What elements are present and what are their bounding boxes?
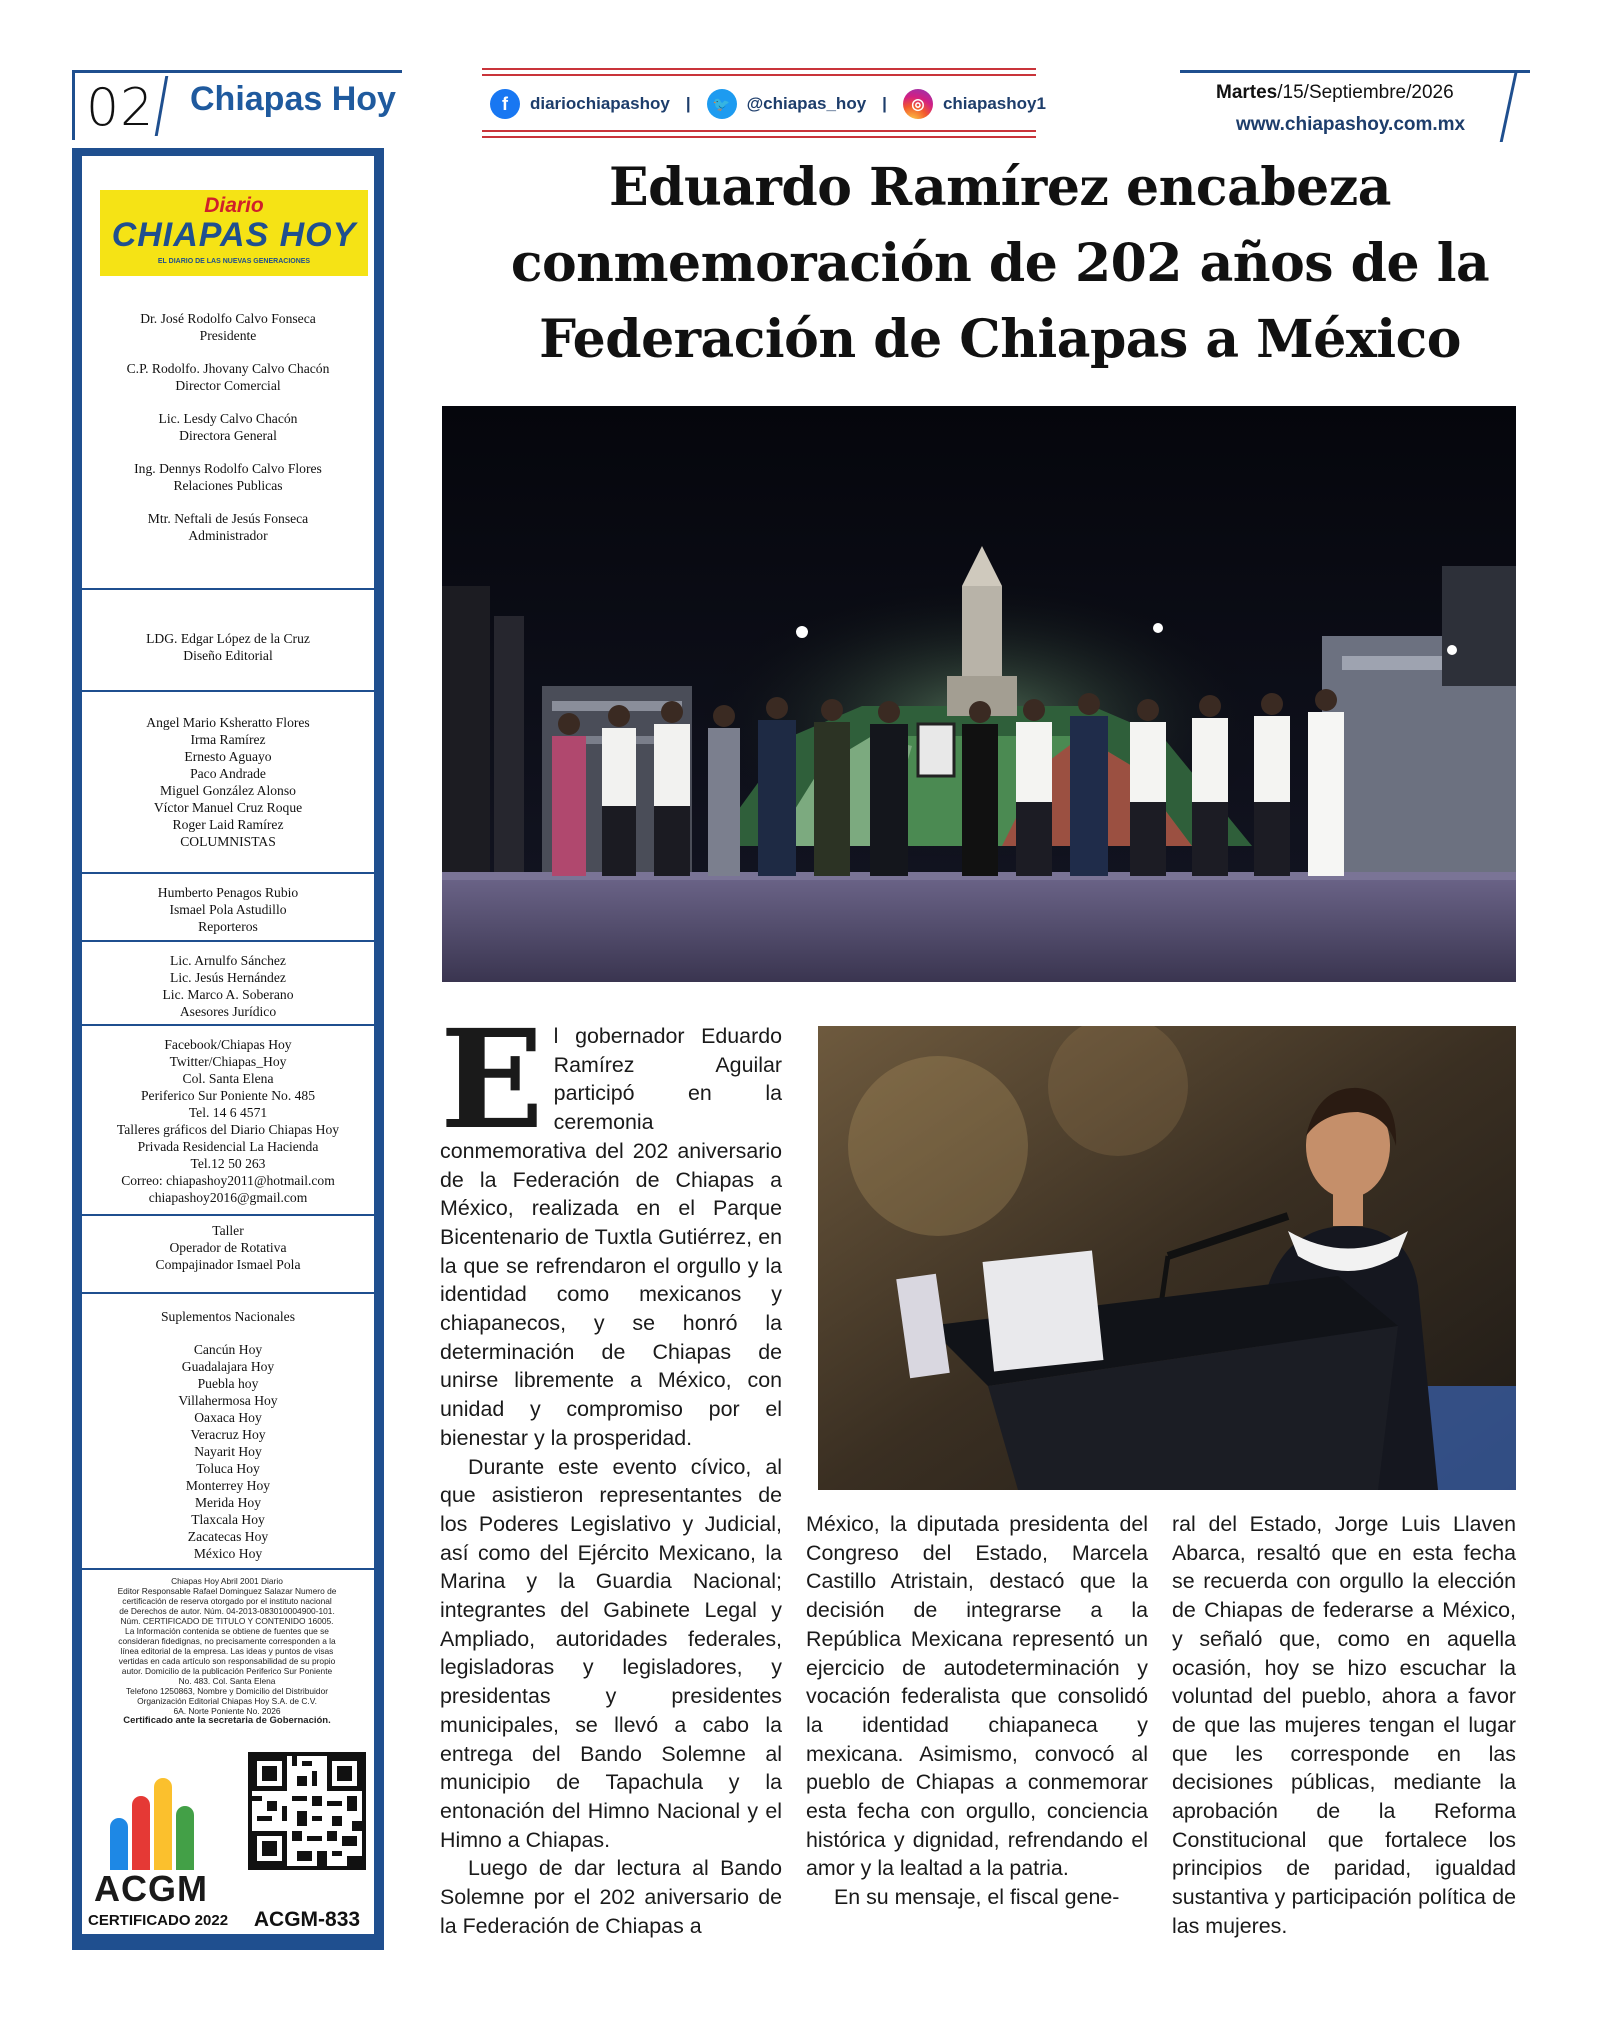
article-paragraph: ral del Estado, Jorge Luis Llaven Abarca, resaltó que en esta fecha se recuerda con orgullo la elección de Chiapas de federarse a México, y señaló que, como en aquella ocasión, hoy se hizo escuchar la voluntad del pueblo, ahora a favor de que las mujeres tengan el lugar que les corresponde en las decisiones públicas, mediante la aprobación de la Reforma Constitucional que fortalece los principios de paridad, igualdad sustantiva y participación política de las mujeres. <box>1172 1512 1516 1938</box>
article-paragraph: México, la diputada presidenta del Congreso del Estado, Marcela Castillo Atristain, destacó que la decisión de integrarse a la República Mexicana representó un ejercicio de autodeterminación y vocación federalista que consolidó la identidad chiapaneca y mexicana. Asimismo, convocó al pueblo de Chiapas a conmemorar esta fecha con orgullo, conciencia histórica y dignidad, refrendando el amor y la lealtad a la patria. <box>806 1512 1148 1881</box>
header-rule <box>72 70 75 140</box>
staff-role: Diseño Editorial <box>183 648 273 663</box>
logo-title: CHIAPAS HOY <box>111 216 357 254</box>
staff-name: Humberto Penagos Rubio <box>157 885 299 900</box>
social-separator: | <box>882 94 887 113</box>
legal-line: Telefono 1250863, Nombre y Domicilio del Distribuidor <box>125 1686 329 1696</box>
facebook-handle[interactable]: diariochiapashoy <box>530 94 670 113</box>
legal-line: Editor Responsable Rafael Dominguez Salazar Numero de <box>117 1586 337 1596</box>
certification-block <box>82 1740 374 1934</box>
contact-line: Periferico Sur Poniente No. 485 <box>140 1088 316 1103</box>
contact-line: Col. Santa Elena <box>182 1071 274 1086</box>
supplement-item: Zacatecas Hoy <box>187 1529 269 1544</box>
legal-line: No. 483. Col. Santa Elena <box>178 1676 276 1686</box>
staff-name: Mtr. Neftali de Jesús Fonseca <box>147 511 309 526</box>
legal-line: autor. Domicilio de la publicación Periferico Sur Poniente <box>121 1666 333 1676</box>
staff-name: Lic. Marco A. Soberano <box>162 987 294 1002</box>
page-header-left <box>72 70 408 140</box>
staff-name: Dr. José Rodolfo Calvo Fonseca <box>140 311 316 326</box>
legal-line: consideran fidedignas, no precisamente corresponden a la <box>118 1636 336 1646</box>
facebook-icon: f <box>490 89 520 119</box>
issue-date <box>1216 82 1454 104</box>
newspaper-logo <box>100 190 368 276</box>
social-rule <box>482 74 1036 76</box>
staff-name: Miguel González Alonso <box>160 783 296 798</box>
legal-line: Chiapas Hoy Abril 2001 Diario <box>171 1576 283 1586</box>
logo-tagline: EL DIARIO DE LAS NUEVAS GENERACIONES <box>157 258 311 265</box>
legal-notice <box>92 1576 362 1726</box>
header-divider <box>1500 70 1518 142</box>
supplement-item: Toluca Hoy <box>196 1461 260 1476</box>
staff-name: Ernesto Aguayo <box>184 749 272 764</box>
article-paragraph: En su mensaje, el fiscal gene- <box>834 1885 1120 1910</box>
sidebar-divider <box>82 940 374 942</box>
supplement-item: Merida Hoy <box>194 1495 262 1510</box>
supplement-item: Cancún Hoy <box>193 1342 263 1357</box>
legal-line: certificación de reserva otorgado por el instituto nacional <box>122 1596 332 1606</box>
contact-info <box>82 1036 374 1206</box>
social-bar <box>482 68 1046 140</box>
acgm-code: ACGM-833 <box>253 1908 361 1931</box>
page-header-right <box>1180 70 1532 142</box>
header-rule <box>72 70 402 73</box>
legal-line: Organización Editorial Chiapas Hoy S.A. de C.V. <box>137 1696 317 1706</box>
instagram-icon: ◎ <box>903 89 933 119</box>
website-link[interactable]: www.chiapashoy.com.mx <box>1236 114 1466 135</box>
supplement-item: Villahermosa Hoy <box>178 1393 278 1408</box>
supplement-item: Tlaxcala Hoy <box>191 1512 265 1527</box>
article-paragraph: Durante este evento cívico, al que asistieron representantes de los Poderes Legislativo y Judicial, así como del Ejército Mexicano, la Marina y la Guardia Nacional; integrantes del Gabinete Legal y Ampliado, autoridades federales, legisladoras y legisladores, y presidentas y presidentes municipales, se llevó a cabo la entrega del Bando Solemne al municipio de Tapachula y la entonación del Himno Nacional y el Himno a Chiapas. <box>440 1454 782 1852</box>
legal-line: Núm. CERTIFICADO DE TITULO Y CONTENIDO 16005. <box>120 1616 334 1626</box>
article-paragraph: Luego de dar lectura al Bando Solemne por el 202 aniversario de la Federación de Chiapas a <box>440 1856 782 1938</box>
headline-line: Federación de Chiapas a México <box>539 309 1461 370</box>
supplement-item: Nayarit Hoy <box>194 1444 262 1459</box>
workshop-credit <box>82 1222 374 1273</box>
staff-name: Ing. Dennys Rodolfo Calvo Flores <box>134 461 322 476</box>
twitter-icon: 🐦 <box>707 89 737 119</box>
social-rule <box>482 130 1036 132</box>
supplement-item: México Hoy <box>193 1546 263 1561</box>
legal-line: La Información contenida se obtiene de fuentes que se <box>125 1626 329 1636</box>
staff-name: Lic. Lesdy Calvo Chacón <box>158 411 298 426</box>
sidebar-divider <box>82 690 374 692</box>
article-paragraph <box>440 1000 782 1453</box>
acgm-logo-icon <box>110 1770 220 1870</box>
supplement-item: Veracruz Hoy <box>190 1427 266 1442</box>
staff-role: Director Comercial <box>175 378 281 393</box>
sidebar-divider <box>82 1214 374 1216</box>
contact-email: Correo: chiapashoy2011@hotmail.com <box>121 1173 335 1188</box>
staff-role: Reporteros <box>198 919 258 934</box>
masthead-sidebar <box>72 148 384 1950</box>
legal-line: 6A. Norte Poniente No. 2026 <box>173 1706 281 1716</box>
legal-line: línea editorial de la empresa. Las ideas y puntos de visas <box>120 1646 334 1656</box>
staff-name: LDG. Edgar López de la Cruz <box>146 631 310 646</box>
staff-role: Taller <box>212 1223 244 1238</box>
headline-line: conmemoración de 202 años de la <box>510 233 1490 294</box>
supplement-item: Guadalajara Hoy <box>181 1359 275 1374</box>
social-rule <box>482 136 1036 138</box>
staff-role: Directora General <box>179 428 277 443</box>
staff-role: Administrador <box>188 528 268 543</box>
sidebar-divider <box>82 1292 374 1294</box>
staff-name: Lic. Jesús Hernández <box>170 970 286 985</box>
supplements-list <box>82 1308 374 1562</box>
sidebar-divider <box>82 588 374 590</box>
main-photo <box>442 406 1516 982</box>
legal-line: vertidas en cada artículo son responsabilidad de su propio <box>118 1656 336 1666</box>
qr-code-icon <box>248 1752 366 1870</box>
reporters-list <box>82 884 374 935</box>
twitter-handle[interactable]: @chiapas_hoy <box>746 94 867 113</box>
article-headline <box>470 150 1530 378</box>
staff-role: Asesores Jurídico <box>179 1004 277 1019</box>
sidebar-divider <box>82 872 374 874</box>
date-rest: /15/Septiembre/2026 <box>1277 82 1454 103</box>
sidebar-divider <box>82 1024 374 1026</box>
legal-certification: Certificado ante la secretaria de Gobernación. <box>123 1715 331 1726</box>
contact-line: Tel. 14 6 4571 <box>188 1105 268 1120</box>
instagram-handle[interactable]: chiapashoy1 <box>942 94 1046 113</box>
directors-list <box>82 310 374 560</box>
contact-email: chiapashoy2016@gmail.com <box>148 1190 308 1205</box>
social-links <box>490 86 1046 122</box>
social-separator: | <box>685 94 691 113</box>
social-rule <box>482 68 1036 70</box>
columnists-list <box>82 714 374 850</box>
staff-name: Ismael Pola Astudillo <box>169 902 287 917</box>
staff-role: Relaciones Publicas <box>173 478 283 493</box>
sidebar-divider <box>82 1568 374 1570</box>
acgm-label: CERTIFICADO 2022 <box>88 1912 229 1929</box>
staff-name: Angel Mario Ksheratto Flores <box>146 715 310 730</box>
staff-role: Presidente <box>199 328 257 343</box>
contact-line: Twitter/Chiapas_Hoy <box>169 1054 287 1069</box>
contact-line: Facebook/Chiapas Hoy <box>164 1037 292 1052</box>
staff-role: COLUMNISTAS <box>180 834 276 849</box>
staff-name: Compajinador Ismael Pola <box>155 1257 301 1272</box>
supplement-item: Oaxaca Hoy <box>194 1410 262 1425</box>
staff-name: Lic. Arnulfo Sánchez <box>170 953 286 968</box>
header-rule <box>1180 70 1530 73</box>
drop-cap: E <box>440 1000 544 1160</box>
supplement-item: Puebla hoy <box>197 1376 259 1391</box>
staff-name: Irma Ramírez <box>190 732 266 747</box>
staff-name: Víctor Manuel Cruz Roque <box>153 800 303 815</box>
legal-advisors-list <box>82 952 374 1020</box>
speaker-photo <box>818 1026 1516 1490</box>
article-column-1 <box>440 1000 782 1941</box>
contact-line: Privada Residencial La Hacienda <box>137 1139 319 1154</box>
staff-role: Operador de Rotativa <box>169 1240 287 1255</box>
supplement-item: Monterrey Hoy <box>185 1478 271 1493</box>
acgm-name: ACGM <box>94 1868 208 1909</box>
paragraph-text: l gobernador Eduardo Ramírez Aguilar participó en la ceremonia conmemorativa del 202 aniversario de la Federación de Chiapas a México, realizada en el Parque Bicentenario de Tuxtla Gutiérrez, en la que se refrendaron el orgullo y la identidad como mexicanos y chiapanecos, y se honró la determinación de Chiapas de unirse libremente a México, con unidad y compromiso por el bienestar y la prosperidad. <box>440 1024 782 1450</box>
article-column-3 <box>1172 1510 1516 1941</box>
staff-name: Roger Laid Ramírez <box>172 817 284 832</box>
contact-line: Tel.12 50 263 <box>190 1156 266 1171</box>
page-number: 02 <box>86 78 155 138</box>
staff-name: C.P. Rodolfo. Jhovany Calvo Chacón <box>126 361 330 376</box>
editorial-credit <box>82 630 374 664</box>
staff-name: Paco Andrade <box>190 766 266 781</box>
contact-line: Talleres gráficos del Diario Chiapas Hoy <box>116 1122 340 1137</box>
header-divider <box>155 76 169 136</box>
article-column-2 <box>806 1510 1148 1912</box>
date-weekday: Martes <box>1216 82 1278 103</box>
section-name: Chiapas Hoy <box>190 80 396 118</box>
logo-diario: Diario <box>204 194 264 217</box>
supplements-title: Suplementos Nacionales <box>160 1309 296 1324</box>
headline-line: Eduardo Ramírez encabeza <box>609 157 1391 218</box>
legal-line: de Derechos de autor. Núm. 04-2013-083010004900-101. <box>119 1606 335 1616</box>
